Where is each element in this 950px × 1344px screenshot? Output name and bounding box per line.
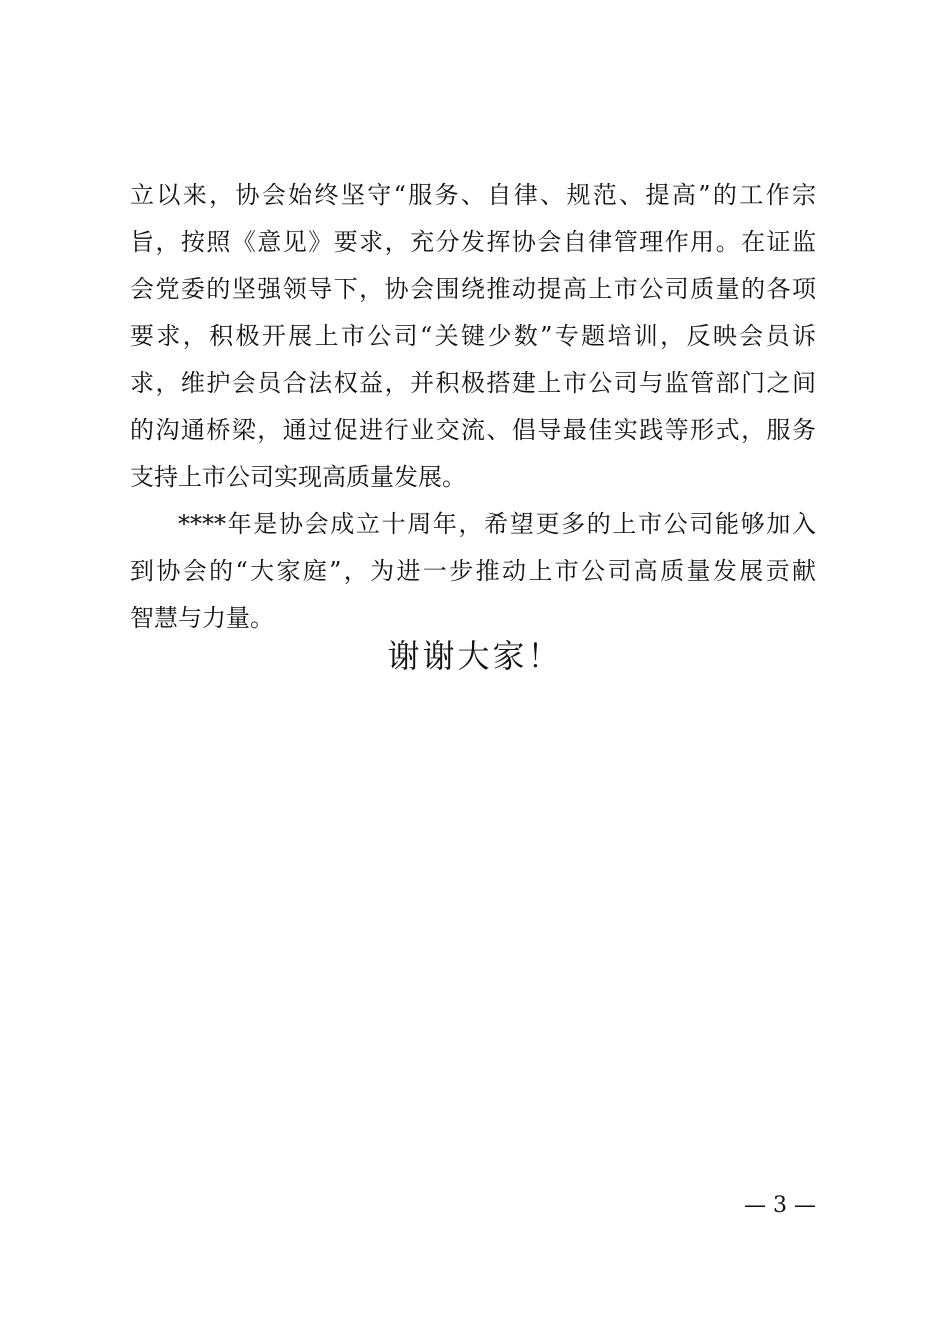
- paragraph1-line-4: 要求，积极开展上市公司“关键少数”专题培训，反映会员诉: [130, 322, 816, 350]
- paragraph2-line-2: 到协会的“大家庭”，为进一步推动上市公司高质量发展贡献: [130, 557, 816, 585]
- paragraph1-line-7: 支持上市公司实现高质量发展。: [130, 463, 466, 491]
- paragraph2-line-1: ****年是协会成立十周年，希望更多的上市公司能够加入: [178, 510, 816, 538]
- paragraph2-line-3: 智慧与力量。: [130, 604, 274, 632]
- paragraph1-line-6: 的沟通桥梁，通过促进行业交流、倡导最佳实践等形式，服务: [130, 416, 816, 444]
- page-number: — 3 —: [744, 1193, 816, 1218]
- paragraph1-line-2: 旨，按照《意见》要求，充分发挥协会自律管理作用。在证监: [130, 228, 816, 256]
- closing-remark: 谢谢大家！: [387, 637, 563, 675]
- paragraph1-line-5: 求，维护会员合法权益，并积极搭建上市公司与监管部门之间: [130, 369, 816, 397]
- paragraph1-line-3: 会党委的坚强领导下，协会围绕推动提高上市公司质量的各项: [130, 275, 816, 303]
- paragraph1-line-1: 立以来，协会始终坚守“服务、自律、规范、提高”的工作宗: [130, 181, 816, 209]
